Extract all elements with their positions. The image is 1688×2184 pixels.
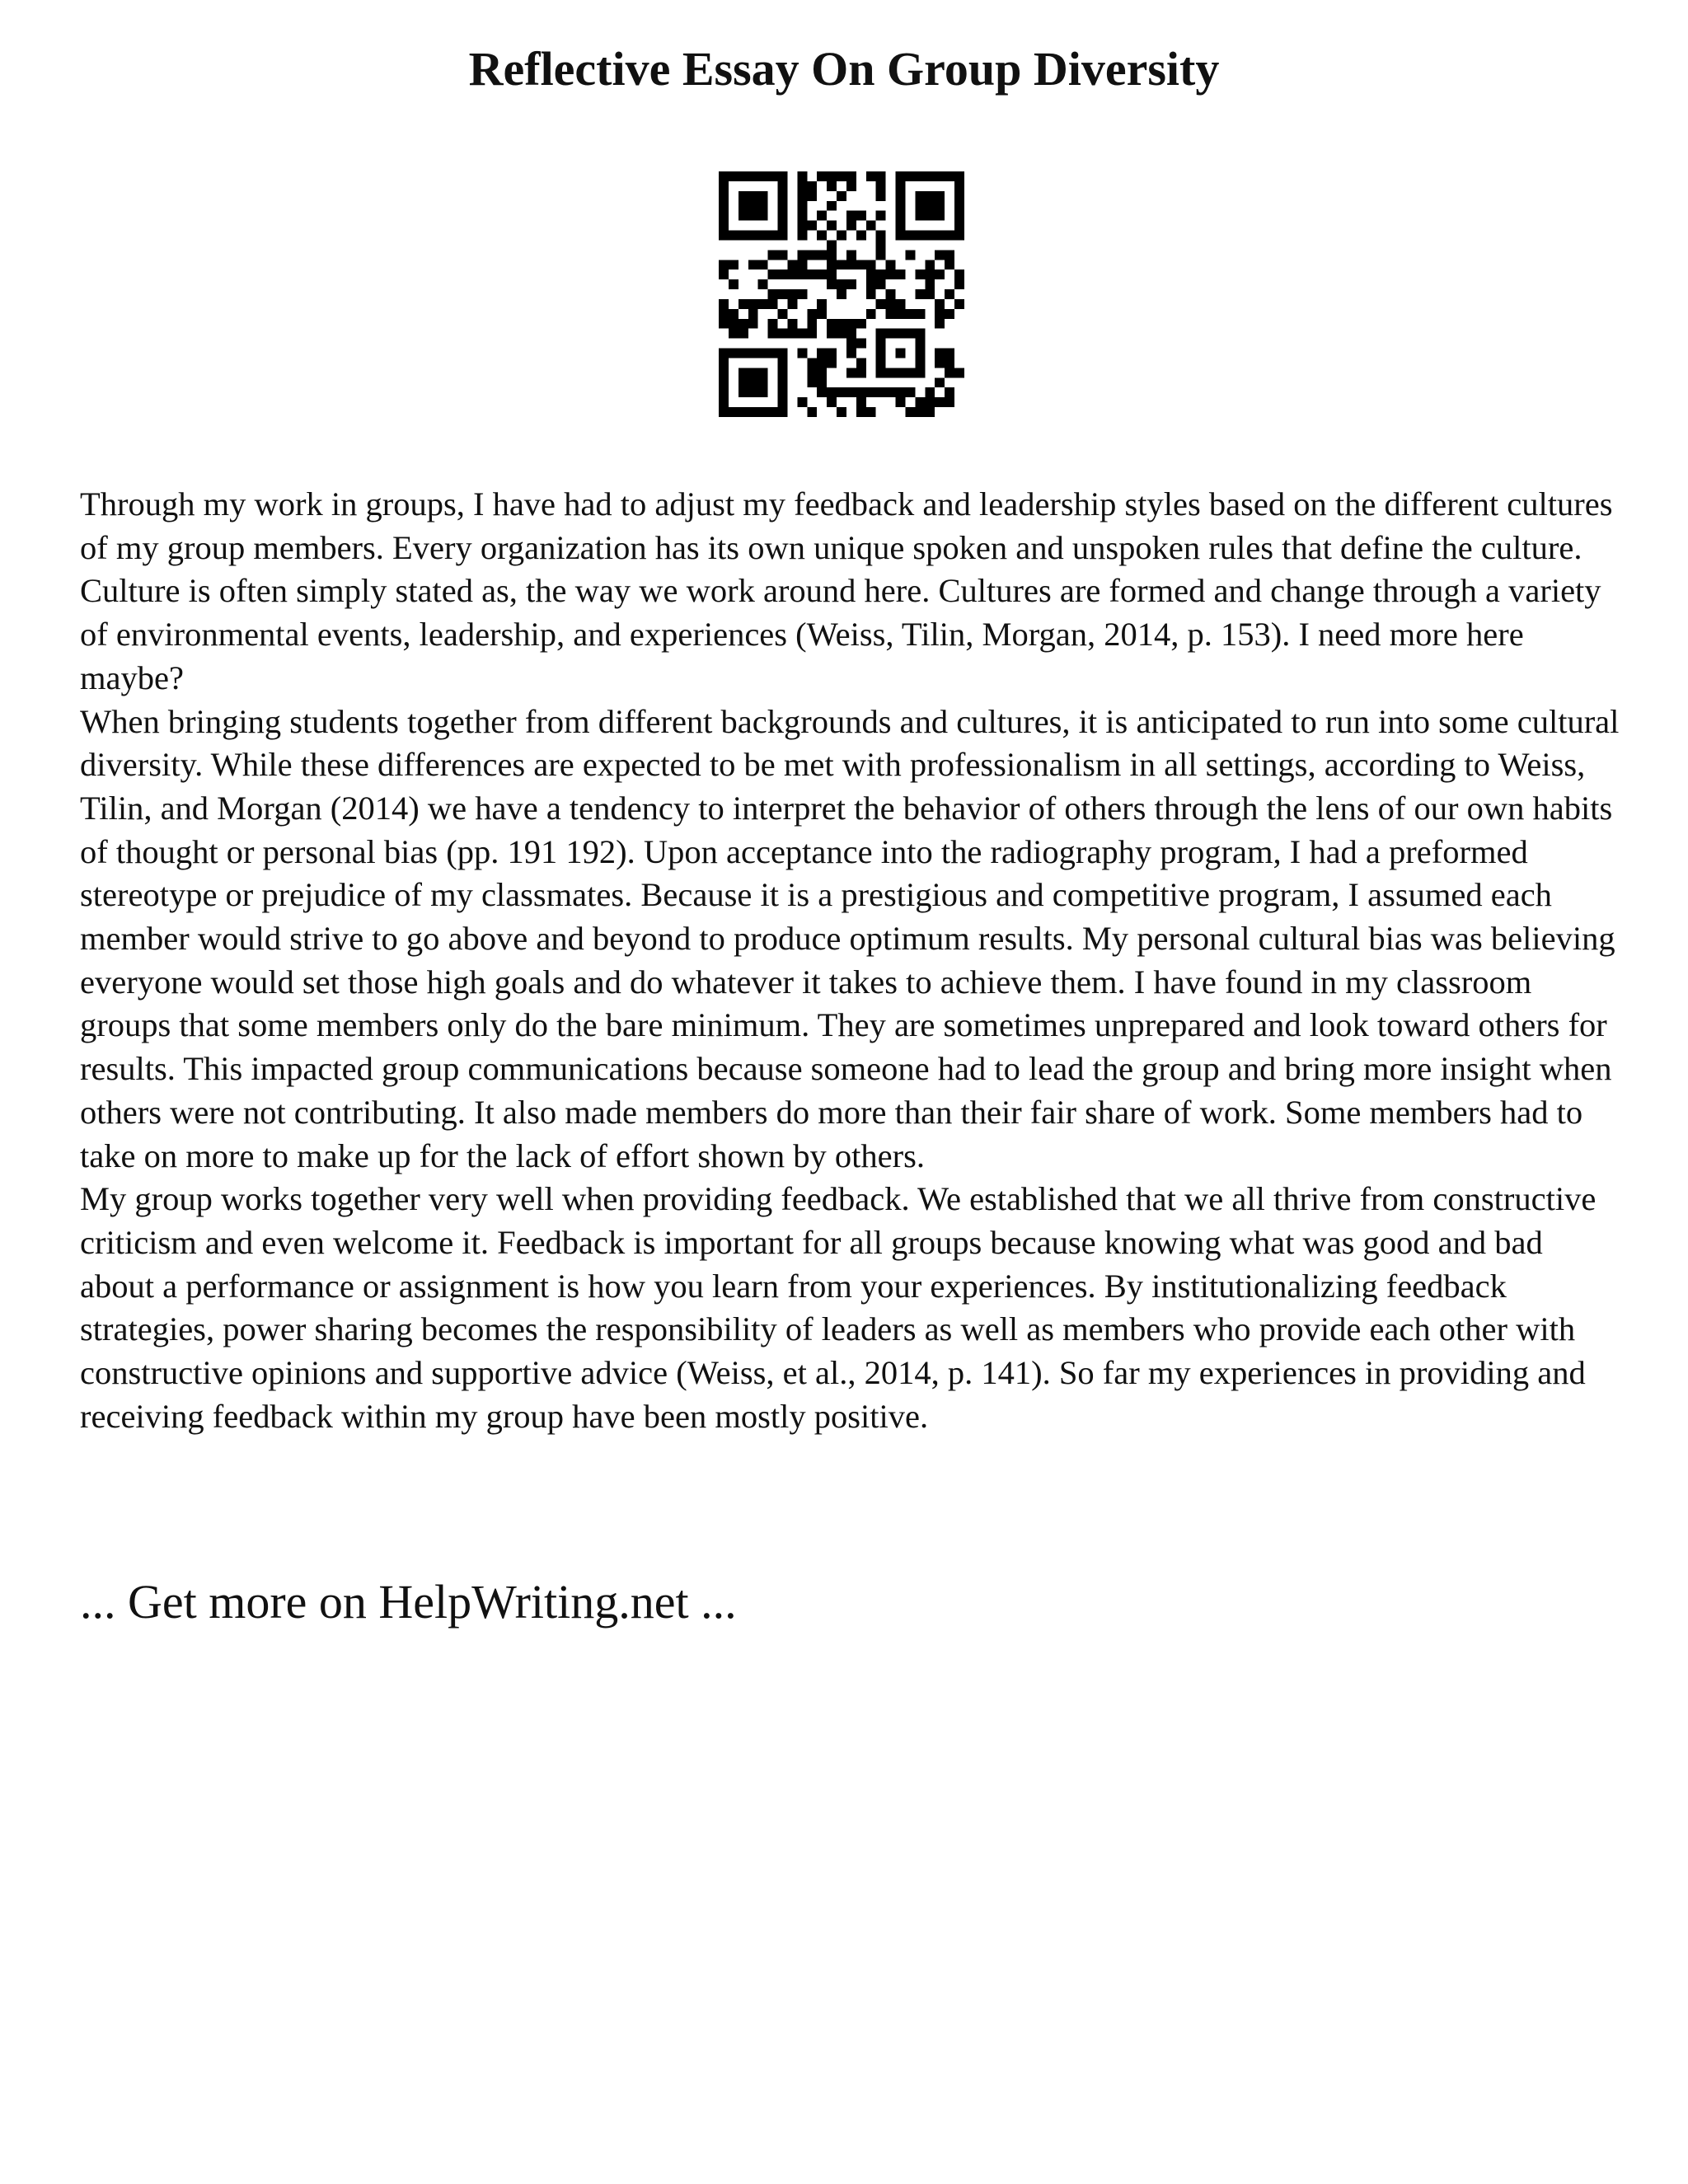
essay-body	[80, 483, 1621, 1438]
get-more-link[interactable]: ... Get more on HelpWriting.net ...	[80, 1575, 737, 1629]
document-title: Reflective Essay On Group Diversity	[468, 42, 1220, 96]
qr-code-icon	[719, 171, 964, 417]
paragraph-2: When bringing students together from different backgrounds and cultures, it is anticipated to run into some cultural diversity. While these differences are expected to be met with professionalism in all settings, according to Weiss, Tilin, and Morgan (2014) we have a tendency to interpret the behavior of others through the lens of our own habits of thought or personal bias (pp. 191 192). Upon acceptance into the radiography program, I had a preformed stereotype or prejudice of my classmates. Because it is a prestigious and competitive program, I assumed each member would strive to go above and beyond to produce optimum results. My personal cultural bias was believing everyone would set those high goals and do whatever it takes to achieve them. I have found in my classroom groups that some members only do the bare minimum. They are sometimes unprepared and look toward others for results. This impacted group communications because someone had to lead the group and bring more insight when others were not contributing. It also made members do more than their fair share of work. Some members had to take on more to make up for the lack of effort shown by others.	[80, 702, 1620, 1174]
paragraph-1: Through my work in groups, I have had to adjust my feedback and leadership styles based on the different cultures of my group members. Every organization has its own unique spoken and unspoken rules that define the culture. Culture is often simply stated as, the way we work around here. Cultures are formed and change through a variety of environmental events, leadership, and experiences (Weiss, Tilin, Morgan, 2014, p. 153). I need more here maybe?	[80, 485, 1613, 696]
paragraph-3: My group works together very well when providing feedback. We established that we all thrive from constructive criticism and even welcome it. Feedback is important for all groups because knowing what was good and bad about a performance or assignment is how you learn from your experiences. By institutionalizing feedback strategies, power sharing becomes the responsibility of leaders as well as members who provide each other with constructive opinions and supportive advice (Weiss, et al., 2014, p. 141). So far my experiences in providing and receiving feedback within my group have been mostly positive.	[80, 1180, 1597, 1435]
